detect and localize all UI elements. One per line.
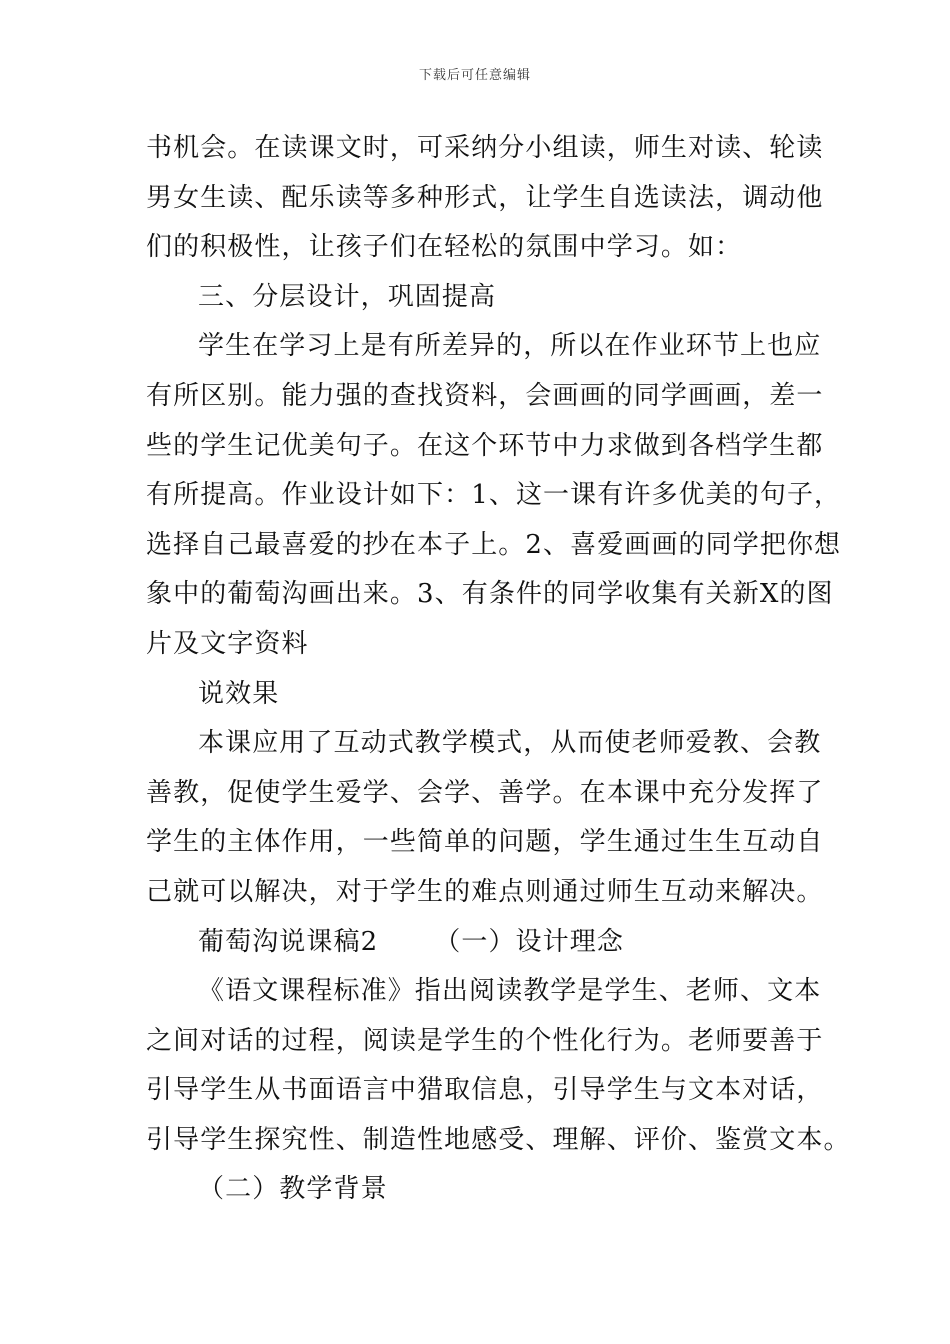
text-line: 引导学生从书面语言中猎取信息，引导学生与文本对话， bbox=[146, 1075, 824, 1106]
text-line: 学生在学习上是有所差异的，所以在作业环节上也应 bbox=[198, 331, 822, 362]
text-line: 些的学生记优美句子。在这个环节中力求做到各档学生都 bbox=[146, 430, 824, 461]
text-line: 选择自己最喜爱的抄在本子上。2、喜爱画画的同学把你想 bbox=[146, 529, 842, 560]
document-body bbox=[146, 124, 851, 1215]
text-line: 学生的主体作用，一些简单的问题，学生通过生生互动自 bbox=[146, 827, 824, 858]
section-heading: （一）设计理念 bbox=[434, 926, 624, 957]
document-title: 葡萄沟说课稿2 bbox=[198, 926, 379, 957]
page-header: 下载后可任意编辑 bbox=[418, 68, 531, 83]
text-line: 本课应用了互动式教学模式，从而使老师爱教、会教 bbox=[198, 728, 822, 759]
text-line: 书机会。在读课文时，可采纳分小组读，师生对读、轮读 bbox=[146, 133, 824, 163]
text-line: 男女生读、配乐读等多种形式，让学生自选读法，调动他 bbox=[146, 182, 824, 213]
text-line: 《语文课程标准》指出阅读教学是学生、老师、文本 bbox=[198, 976, 822, 1007]
text-line: 们的积极性，让孩子们在轻松的氛围中学习。如： bbox=[146, 232, 743, 263]
section-heading: 三、分层设计，巩固提高 bbox=[198, 281, 497, 312]
text-line: 善教，促使学生爱学、会学、善学。在本课中充分发挥了 bbox=[146, 777, 824, 808]
text-line: 有所提高。作业设计如下：1、这一课有许多优美的句子， bbox=[146, 480, 842, 511]
text-line: 之间对话的过程，阅读是学生的个性化行为。老师要善于 bbox=[146, 1025, 824, 1056]
section-heading: 说效果 bbox=[198, 678, 280, 709]
document-title-line bbox=[146, 918, 816, 968]
text-line: 象中的葡萄沟画出来。3、有条件的同学收集有关新X的图 bbox=[146, 579, 834, 610]
text-line: 己就可以解决，对于学生的难点则通过师生互动来解决。 bbox=[146, 876, 824, 907]
text-line: 片及文字资料 bbox=[146, 628, 309, 659]
text-line: 引导学生探究性、制造性地感受、理解、评价、鉴赏文本。 bbox=[146, 1124, 851, 1155]
text-line: 有所区别。能力强的查找资料，会画画的同学画画，差一 bbox=[146, 380, 824, 411]
section-heading: （二）教学背景 bbox=[198, 1174, 388, 1205]
